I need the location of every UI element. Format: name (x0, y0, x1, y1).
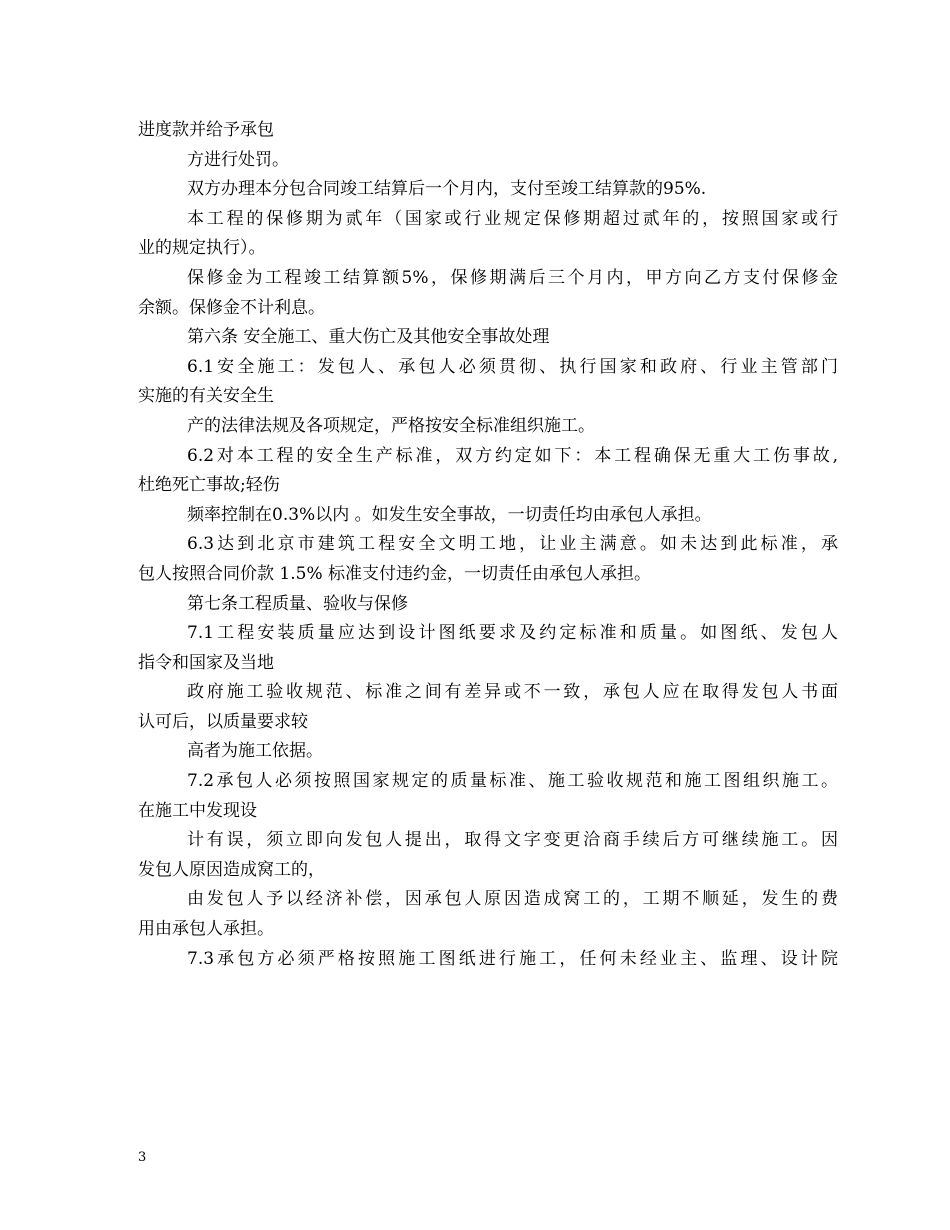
text-line: 频率控制在0.3%以内 。如发生安全事故，一切责任均由承包人承担。 (187, 504, 712, 525)
text-line: 政府施工验收规范、标准之间有差异或不一致，承包人应在取得发包人书面 (187, 682, 838, 703)
text-line: 杜绝死亡事故;轻伤 (138, 475, 280, 496)
text-line: 产的法律法规及各项规定，严格按安全标准组织施工。 (187, 415, 595, 436)
text-line: 6.2对本工程的安全生产标准，双方约定如下：本工程确保无重大工伤事故, (187, 445, 838, 466)
section-heading: 第六条 安全施工、重大伤亡及其他安全事故处理 (187, 327, 550, 348)
text-line: 业的规定执行）。 (138, 238, 266, 259)
section-heading: 第七条工程质量、验收与保修 (187, 593, 408, 614)
text-line: 7.3承包方必须严格按照施工图纸进行施工，任何未经业主、监理、设计院 (187, 948, 838, 969)
text-line: 7.1工程安装质量应达到设计图纸要求及约定标准和质量。如图纸、发包人 (187, 623, 838, 644)
text-line: 用由承包人承担。 (138, 919, 274, 940)
text-line: 实施的有关安全生 (138, 386, 274, 407)
document-body (138, 116, 838, 974)
text-line: 发包人原因造成窝工的， (138, 859, 325, 880)
text-line: 方进行处罚。 (187, 149, 289, 170)
text-line: 在施工中发现设 (138, 800, 257, 821)
text-line: 6.1安全施工：发包人、承包人必须贯彻、执行国家和政府、行业主管部门 (187, 356, 838, 377)
text-line: 认可后，以质量要求较 (138, 711, 308, 732)
text-line: 高者为施工依据。 (187, 741, 323, 762)
text-line: 余额。保修金不计利息。 (138, 297, 325, 318)
page-number: 3 (138, 1150, 147, 1165)
text-line: 7.2承包人必须按照国家规定的质量标准、施工验收规范和施工图组织施工。 (187, 771, 838, 792)
text-line: 指令和国家及当地 (138, 652, 274, 673)
text-line: 双方办理本分包合同竣工结算后一个月内，支付至竣工结算款的95%. (187, 179, 707, 200)
text-line: 由发包人予以经济补偿，因承包人原因造成窝工的，工期不顺延，发生的费 (187, 889, 838, 910)
text-line: 本工程的保修期为贰年（国家或行业规定保修期超过贰年的，按照国家或行 (187, 208, 838, 229)
text-line: 保修金为工程竣工结算额5%，保修期满后三个月内，甲方向乙方支付保修金 (187, 267, 838, 288)
text-line: 包人按照合同价款 1.5% 标准支付违约金，一切责任由承包人承担。 (138, 563, 651, 584)
text-line: 计有误，须立即向发包人提出，取得文字变更洽商手续后方可继续施工。因 (187, 830, 838, 851)
text-line: 6.3达到北京市建筑工程安全文明工地，让业主满意。如未达到此标准，承 (187, 534, 838, 555)
text-line: 进度款并给予承包 (138, 120, 274, 140)
